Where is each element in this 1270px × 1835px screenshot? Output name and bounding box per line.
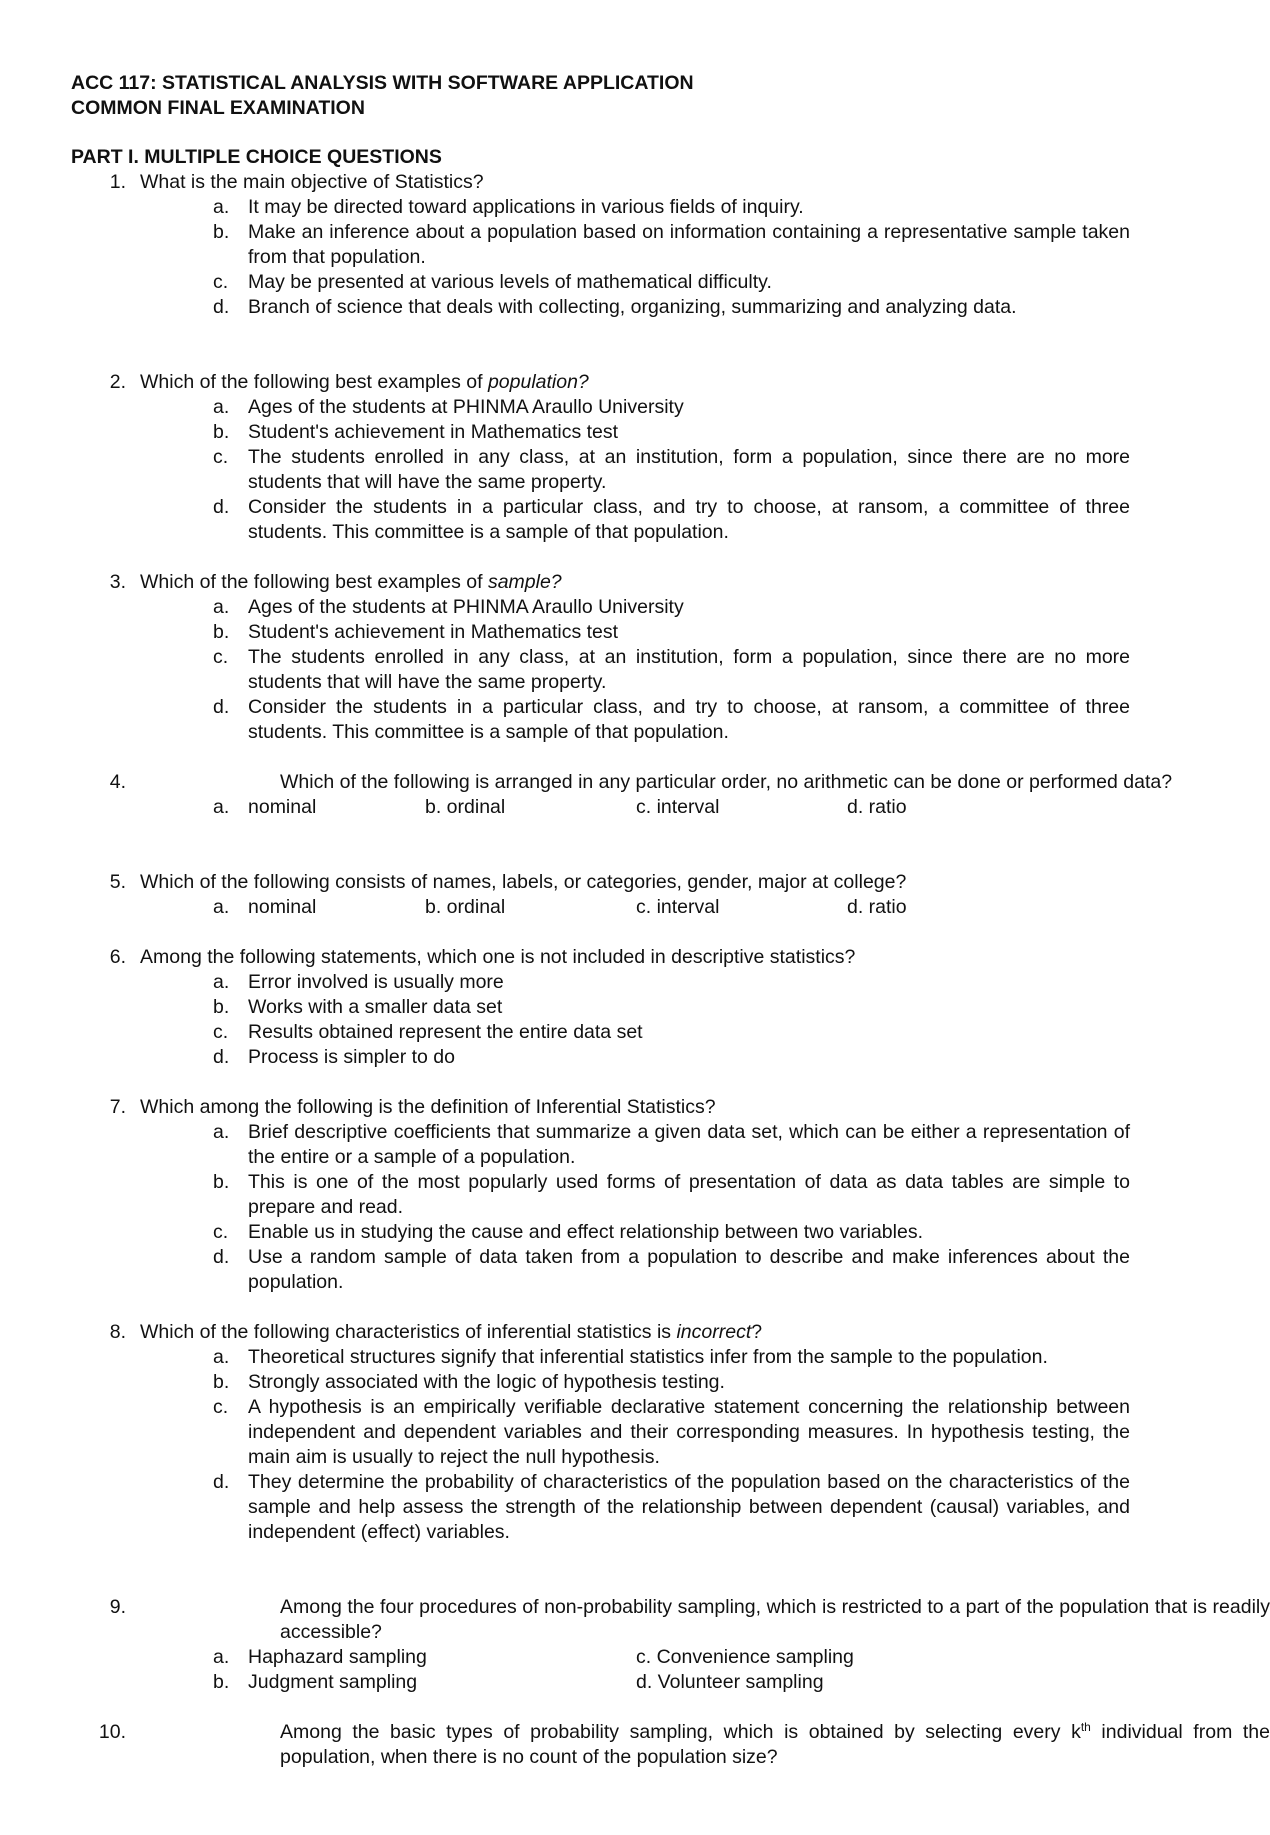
- option-letter: a.: [213, 596, 230, 618]
- option-letter: b.: [213, 1371, 230, 1393]
- option-letter: c.: [213, 1021, 229, 1043]
- emphasized-term: population?: [487, 371, 589, 393]
- emphasized-term: incorrect: [676, 1321, 752, 1343]
- option-row: [0, 1645, 1200, 1670]
- option-text: Error involved is usually more: [248, 971, 504, 993]
- option-text: Haphazard sampling: [248, 1646, 427, 1668]
- option-b: [213, 1170, 1130, 1220]
- option-letter: c.: [213, 446, 229, 468]
- option-text: Use a random sample of data taken from a population to describe and make inferences about the population.: [248, 1246, 1130, 1293]
- option-text: Make an inference about a population based on information containing a representative sample taken from that population.: [248, 221, 1130, 268]
- option-letter: c.: [213, 1221, 229, 1243]
- option-c: c. interval: [636, 896, 720, 918]
- question-1: [0, 170, 1200, 320]
- question-number: 4.: [109, 771, 126, 793]
- question-number: 7.: [109, 1096, 126, 1118]
- question-10: [0, 1720, 1270, 1770]
- option-a: [213, 1120, 1130, 1170]
- option-letter: b.: [213, 996, 230, 1018]
- option-letter: d.: [213, 1246, 230, 1268]
- option-d: [213, 695, 1130, 745]
- option-d: [213, 495, 1130, 545]
- option-letter: a.: [213, 396, 230, 418]
- option-text: The students enrolled in any class, at an institution, form a population, since there are no more students that will have the same property.: [248, 646, 1130, 693]
- option-c: [213, 1395, 1130, 1470]
- option-a: [213, 395, 1130, 420]
- question-text: Which among the following is the definition of Inferential Statistics?: [140, 1096, 716, 1118]
- question-3: [0, 570, 1200, 745]
- option-text: A hypothesis is an empirically verifiable declarative statement concerning the relationship between independent and dependent variables and their corresponding measures. In hypothesis testing, the main aim is usually to reject the null hypothesis.: [248, 1396, 1130, 1468]
- option-letter: c.: [213, 1396, 229, 1418]
- option-text: Works with a smaller data set: [248, 996, 503, 1018]
- option-text: Enable us in studying the cause and effect relationship between two variables.: [248, 1221, 923, 1243]
- option-c: [213, 270, 1130, 295]
- option-a: [213, 1345, 1130, 1370]
- option-b: [213, 220, 1130, 270]
- option-text: It may be directed toward applications in various fields of inquiry.: [248, 196, 804, 218]
- option-text: Branch of science that deals with collecting, organizing, summarizing and analyzing data.: [248, 296, 1017, 318]
- option-text: Theoretical structures signify that inferential statistics infer from the sample to the population.: [248, 1346, 1048, 1368]
- question-number: 10.: [98, 1721, 126, 1743]
- question-text: Which of the following characteristics of inferential statistics is incorrect?: [140, 1321, 763, 1343]
- question-text: Among the four procedures of non-probability sampling, which is restricted to a part of the population that is readily accessible?: [280, 1596, 1270, 1643]
- question-number: 3.: [109, 571, 126, 593]
- option-letter: c.: [213, 271, 229, 293]
- question-5: [0, 870, 1200, 920]
- superscript: th: [1080, 1720, 1091, 1734]
- option-row: [0, 1670, 1200, 1695]
- option-letter: b.: [213, 621, 230, 643]
- option-text: Ages of the students at PHINMA Araullo University: [248, 596, 684, 618]
- option-text: This is one of the most popularly used forms of presentation of data as data tables are simple to prepare and read.: [248, 1171, 1130, 1218]
- question-number: 5.: [109, 871, 126, 893]
- option-row: [0, 895, 1200, 920]
- option-letter: a.: [213, 1646, 230, 1668]
- option-c: c. Convenience sampling: [636, 1646, 854, 1668]
- option-text: Brief descriptive coefficients that summarize a given data set, which can be either a representation of the entire or a sample of a population.: [248, 1121, 1130, 1168]
- option-text: They determine the probability of characteristics of the population based on the characteristics of the sample and help assess the strength of the relationship between dependent (causal) variables, and independent (effect) variables.: [248, 1471, 1130, 1543]
- option-letter: a.: [213, 796, 230, 818]
- option-b: b. ordinal: [425, 896, 506, 918]
- option-text: The students enrolled in any class, at an institution, form a population, since there are no more students that will have the same property.: [248, 446, 1130, 493]
- question-9: [0, 1595, 1270, 1695]
- option-b: [213, 620, 1130, 645]
- option-text: Student's achievement in Mathematics test: [248, 421, 619, 443]
- question-4: [0, 770, 1200, 820]
- option-a: [213, 795, 317, 820]
- option-d: [213, 295, 1130, 320]
- option-a: [213, 1645, 427, 1670]
- option-letter: d.: [213, 296, 230, 318]
- option-letter: d.: [213, 496, 230, 518]
- option-text: Consider the students in a particular class, and try to choose, at ransom, a committee of three students. This committee is a sample of that population.: [248, 696, 1130, 743]
- option-text: Student's achievement in Mathematics test: [248, 621, 619, 643]
- option-letter: a.: [213, 196, 230, 218]
- question-text: What is the main objective of Statistics?: [140, 171, 484, 193]
- option-text: Consider the students in a particular class, and try to choose, at ransom, a committee of three students. This committee is a sample of that population.: [248, 496, 1130, 543]
- option-d: [213, 1470, 1130, 1545]
- option-text: Strongly associated with the logic of hypothesis testing.: [248, 1371, 725, 1393]
- option-a: [213, 970, 1130, 995]
- option-letter: a.: [213, 896, 230, 918]
- option-d: [213, 1245, 1130, 1295]
- option-text: Ages of the students at PHINMA Araullo University: [248, 396, 684, 418]
- option-d: d. ratio: [847, 896, 907, 918]
- question-text: Among the basic types of probability sampling, which is obtained by selecting every $k^{th}$ individual from the population, when there is no count of the population size?: [280, 1720, 1270, 1768]
- question-2: [0, 370, 1200, 545]
- option-letter: d.: [213, 1046, 230, 1068]
- option-text: May be presented at various levels of mathematical difficulty.: [248, 271, 772, 293]
- option-c: [213, 1220, 1130, 1245]
- option-letter: a.: [213, 971, 230, 993]
- option-a: [213, 195, 1130, 220]
- option-c: [213, 445, 1130, 495]
- option-letter: a.: [213, 1346, 230, 1368]
- option-d: d. ratio: [847, 796, 907, 818]
- question-text: Which of the following is arranged in any particular order, no arithmetic can be done or performed data?: [280, 771, 1173, 793]
- option-row: [0, 795, 1200, 820]
- emphasized-term: sample?: [487, 571, 562, 593]
- option-a: [213, 895, 317, 920]
- option-letter: c.: [213, 646, 229, 668]
- option-d: [213, 1045, 1130, 1070]
- option-b: [213, 995, 1130, 1020]
- document-title: ACC 117: STATISTICAL ANALYSIS WITH SOFTWARE APPLICATION: [71, 72, 694, 94]
- option-b: [213, 1370, 1130, 1395]
- option-text: nominal: [248, 796, 317, 818]
- part-heading: PART I. MULTIPLE CHOICE QUESTIONS: [71, 146, 442, 168]
- option-c: [213, 1020, 1130, 1045]
- option-d: d. Volunteer sampling: [636, 1671, 824, 1693]
- document-subtitle: COMMON FINAL EXAMINATION: [71, 97, 365, 119]
- question-text: Which of the following consists of names, labels, or categories, gender, major at college?: [140, 871, 907, 893]
- option-letter: d.: [213, 696, 230, 718]
- question-text: Among the following statements, which one is not included in descriptive statistics?: [140, 946, 856, 968]
- option-letter: b.: [213, 1671, 230, 1693]
- option-letter: b.: [213, 421, 230, 443]
- question-text: Which of the following best examples of population?: [140, 371, 589, 393]
- question-number: 2.: [109, 371, 126, 393]
- question-number: 1.: [109, 171, 126, 193]
- question-number: 6.: [109, 946, 126, 968]
- option-b: [213, 420, 1130, 445]
- question-text: Which of the following best examples of sample?: [140, 571, 562, 593]
- option-text: nominal: [248, 896, 317, 918]
- question-number: 8.: [109, 1321, 126, 1343]
- option-text: Results obtained represent the entire data set: [248, 1021, 643, 1043]
- option-text: Judgment sampling: [248, 1671, 418, 1693]
- question-8: [0, 1320, 1200, 1545]
- option-letter: b.: [213, 221, 230, 243]
- option-a: [213, 595, 1130, 620]
- option-letter: b.: [213, 1171, 230, 1193]
- option-text: Process is simpler to do: [248, 1046, 455, 1068]
- option-c: [213, 645, 1130, 695]
- question-6: [0, 945, 1200, 1070]
- option-b: [213, 1670, 418, 1695]
- question-number: 9.: [109, 1596, 126, 1618]
- question-7: [0, 1095, 1200, 1295]
- option-letter: d.: [213, 1471, 230, 1493]
- option-c: c. interval: [636, 796, 720, 818]
- option-b: b. ordinal: [425, 796, 506, 818]
- option-letter: a.: [213, 1121, 230, 1143]
